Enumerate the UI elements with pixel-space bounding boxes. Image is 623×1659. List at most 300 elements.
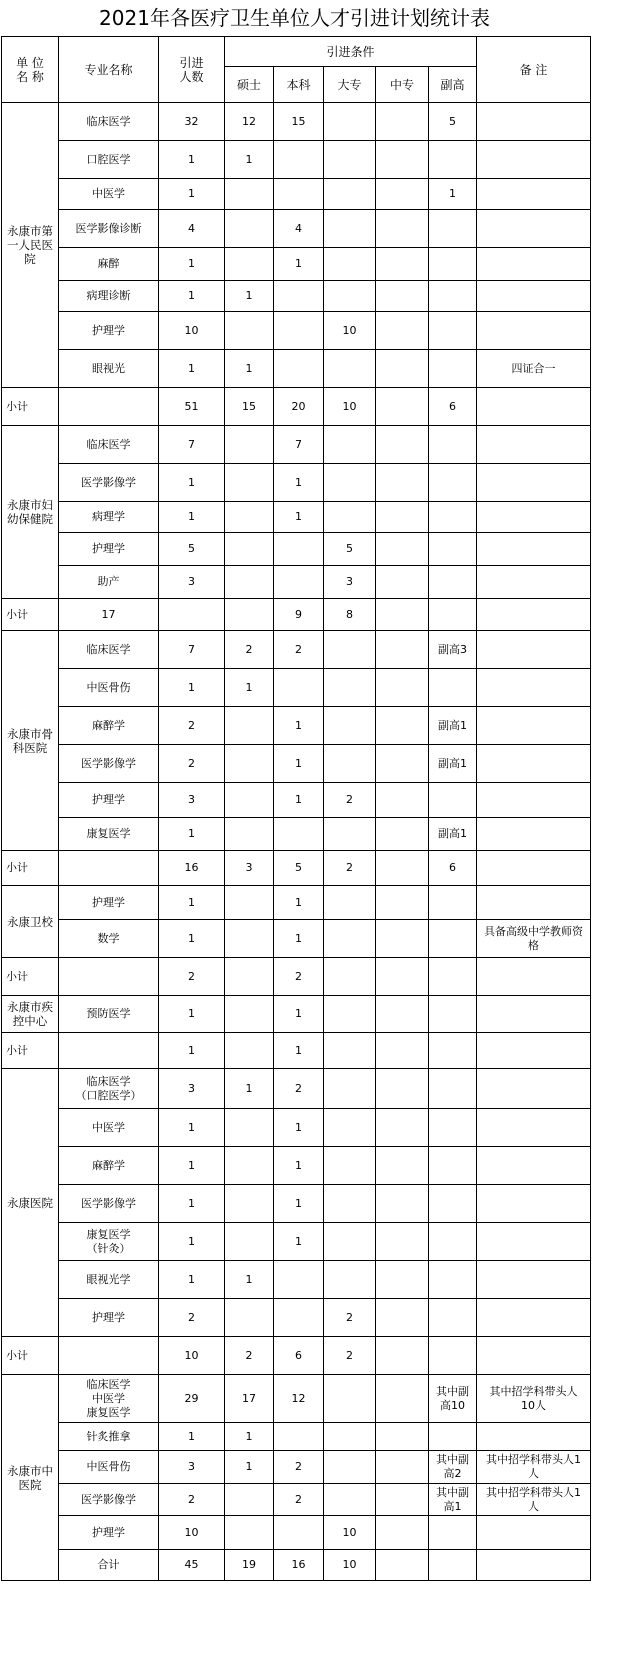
major-cell: 临床医学: [59, 426, 159, 464]
senior-cell: [429, 312, 477, 350]
master-cell: [225, 1484, 274, 1516]
unit-name-cell: 永康市妇 幼保健院: [2, 426, 59, 599]
count-cell: 1: [159, 179, 225, 210]
remark-cell: [477, 669, 591, 707]
subtotal-count-cell: 2: [159, 958, 225, 996]
secondary-cell: [376, 818, 429, 851]
table-row: [2, 1423, 591, 1451]
major-cell: 护理学: [59, 312, 159, 350]
major-cell: 中医学: [59, 1109, 159, 1147]
master-cell: 1: [225, 281, 274, 312]
subtotal-master-cell: [225, 599, 274, 631]
master-cell: 2: [225, 631, 274, 669]
senior-cell: [429, 1185, 477, 1223]
count-cell: 1: [159, 669, 225, 707]
unit-name-cell: 永康市中 医院: [2, 1375, 59, 1581]
college-cell: [324, 1147, 376, 1185]
remark-cell: 四证合一: [477, 350, 591, 388]
master-cell: 17: [225, 1375, 274, 1423]
subtotal-secondary-cell: [376, 958, 429, 996]
secondary-cell: [376, 631, 429, 669]
senior-cell: 其中副 高1: [429, 1484, 477, 1516]
college-cell: [324, 179, 376, 210]
subtotal-secondary-cell: [376, 851, 429, 886]
table-row: [2, 1261, 591, 1299]
subtotal-bachelor-cell: 9: [274, 599, 324, 631]
subtotal-major-cell: [59, 958, 159, 996]
subtotal-count-cell: 51: [159, 388, 225, 426]
count-cell: 2: [159, 1484, 225, 1516]
master-cell: [225, 210, 274, 248]
subtotal-college-cell: [324, 1033, 376, 1069]
college-cell: [324, 996, 376, 1033]
secondary-cell: [376, 248, 429, 281]
secondary-cell: [376, 783, 429, 818]
master-cell: [225, 1299, 274, 1337]
remark-cell: [477, 312, 591, 350]
count-cell: 2: [159, 707, 225, 745]
table-row: [2, 1147, 591, 1185]
remark-cell: [477, 281, 591, 312]
bachelor-cell: 1: [274, 920, 324, 958]
count-cell: 1: [159, 920, 225, 958]
subtotal-label: 小计: [2, 1033, 59, 1069]
subtotal-bachelor-cell: 5: [274, 851, 324, 886]
college-cell: [324, 1484, 376, 1516]
college-cell: 2: [324, 1299, 376, 1337]
unit-name-cell: 永康市疾 控中心: [2, 996, 59, 1033]
senior-cell: [429, 920, 477, 958]
bachelor-cell: [274, 281, 324, 312]
master-cell: 19: [225, 1550, 274, 1581]
college-cell: 5: [324, 533, 376, 566]
subtotal-college-cell: 2: [324, 1337, 376, 1375]
senior-cell: [429, 1516, 477, 1550]
senior-cell: [429, 566, 477, 599]
subtotal-bachelor-cell: 1: [274, 1033, 324, 1069]
bachelor-cell: [274, 312, 324, 350]
secondary-cell: [376, 312, 429, 350]
major-cell: 护理学: [59, 886, 159, 920]
bachelor-cell: [274, 818, 324, 851]
major-cell: 康复医学 （针灸）: [59, 1223, 159, 1261]
college-cell: [324, 631, 376, 669]
subtotal-count-cell: 10: [159, 1337, 225, 1375]
secondary-cell: [376, 1375, 429, 1423]
count-cell: 4: [159, 210, 225, 248]
subtotal-count-cell: 1: [159, 1033, 225, 1069]
remark-cell: [477, 1147, 591, 1185]
bachelor-cell: [274, 1261, 324, 1299]
college-cell: [324, 426, 376, 464]
major-cell: 麻醉学: [59, 707, 159, 745]
college-cell: 2: [324, 783, 376, 818]
unit-name-cell: 永康医院: [2, 1069, 59, 1337]
subtotal-college-cell: [324, 958, 376, 996]
subtotal-row: [2, 851, 591, 886]
header-college: 大专: [324, 67, 376, 103]
secondary-cell: [376, 566, 429, 599]
major-cell: 临床医学 （口腔医学）: [59, 1069, 159, 1109]
count-cell: 7: [159, 631, 225, 669]
college-cell: 10: [324, 1516, 376, 1550]
bachelor-cell: [274, 350, 324, 388]
subtotal-secondary-cell: [376, 388, 429, 426]
secondary-cell: [376, 745, 429, 783]
secondary-cell: [376, 886, 429, 920]
college-cell: [324, 248, 376, 281]
header-conditions: 引进条件: [225, 37, 477, 67]
count-cell: 1: [159, 141, 225, 179]
remark-cell: 具备高级中学教师资 格: [477, 920, 591, 958]
table-row: [2, 745, 591, 783]
remark-cell: [477, 783, 591, 818]
senior-cell: 其中副 高10: [429, 1375, 477, 1423]
count-cell: 1: [159, 1261, 225, 1299]
table-row: [2, 920, 591, 958]
count-cell: 1: [159, 1109, 225, 1147]
count-cell: 10: [159, 1516, 225, 1550]
subtotal-row: [2, 958, 591, 996]
table-row: [2, 312, 591, 350]
remark-cell: [477, 502, 591, 533]
major-cell: 医学影像学: [59, 464, 159, 502]
remark-cell: [477, 179, 591, 210]
secondary-cell: [376, 996, 429, 1033]
subtotal-secondary-cell: [376, 599, 429, 631]
bachelor-cell: 1: [274, 996, 324, 1033]
bachelor-cell: [274, 1299, 324, 1337]
bachelor-cell: 1: [274, 1147, 324, 1185]
senior-cell: [429, 1069, 477, 1109]
college-cell: 10: [324, 1550, 376, 1581]
bachelor-cell: 1: [274, 248, 324, 281]
senior-cell: 1: [429, 179, 477, 210]
major-cell: 麻醉: [59, 248, 159, 281]
bachelor-cell: 4: [274, 210, 324, 248]
senior-cell: [429, 1261, 477, 1299]
senior-cell: [429, 1109, 477, 1147]
header-secondary: 中专: [376, 67, 429, 103]
table-row: [2, 179, 591, 210]
count-cell: 1: [159, 818, 225, 851]
subtotal-major-cell: [59, 851, 159, 886]
senior-cell: 其中副 高2: [429, 1451, 477, 1484]
bachelor-cell: 12: [274, 1375, 324, 1423]
count-cell: 1: [159, 1147, 225, 1185]
subtotal-label: 小计: [2, 388, 59, 426]
secondary-cell: [376, 350, 429, 388]
bachelor-cell: [274, 1423, 324, 1451]
unit-name-cell: 永康市第 一人民医 院: [2, 103, 59, 388]
senior-cell: [429, 1147, 477, 1185]
secondary-cell: [376, 1550, 429, 1581]
subtotal-row: [2, 388, 591, 426]
count-cell: 3: [159, 1069, 225, 1109]
major-cell: 中医学: [59, 179, 159, 210]
bachelor-cell: 1: [274, 464, 324, 502]
major-cell: 口腔医学: [59, 141, 159, 179]
major-cell: 康复医学: [59, 818, 159, 851]
bachelor-cell: [274, 533, 324, 566]
count-cell: 1: [159, 502, 225, 533]
bachelor-cell: 1: [274, 1109, 324, 1147]
college-cell: [324, 1069, 376, 1109]
major-cell: 中医骨伤: [59, 1451, 159, 1484]
count-cell: 7: [159, 426, 225, 464]
major-cell: 数学: [59, 920, 159, 958]
table-row: [2, 1069, 591, 1109]
recruitment-table: [1, 36, 591, 1581]
remark-cell: [477, 1109, 591, 1147]
bachelor-cell: 7: [274, 426, 324, 464]
subtotal-label: 小计: [2, 599, 59, 631]
bachelor-cell: [274, 566, 324, 599]
college-cell: [324, 1223, 376, 1261]
table-row: [2, 1484, 591, 1516]
subtotal-label: 小计: [2, 1337, 59, 1375]
count-cell: 1: [159, 1223, 225, 1261]
senior-cell: [429, 502, 477, 533]
secondary-cell: [376, 1451, 429, 1484]
subtotal-row: [2, 1033, 591, 1069]
header-remark: 备 注: [477, 37, 591, 103]
header-bachelor: 本科: [274, 67, 324, 103]
secondary-cell: [376, 464, 429, 502]
bachelor-cell: 1: [274, 886, 324, 920]
table-row: [2, 1223, 591, 1261]
college-cell: [324, 350, 376, 388]
subtotal-senior-cell: [429, 599, 477, 631]
secondary-cell: [376, 1299, 429, 1337]
secondary-cell: [376, 1484, 429, 1516]
senior-cell: [429, 669, 477, 707]
secondary-cell: [376, 1223, 429, 1261]
remark-cell: [477, 1069, 591, 1109]
master-cell: 12: [225, 103, 274, 141]
senior-cell: [429, 1299, 477, 1337]
college-cell: 3: [324, 566, 376, 599]
table-row: [2, 1550, 591, 1581]
secondary-cell: [376, 141, 429, 179]
table-row: [2, 426, 591, 464]
secondary-cell: [376, 707, 429, 745]
major-cell: 眼视光学: [59, 1261, 159, 1299]
table-row: [2, 533, 591, 566]
remark-cell: [477, 103, 591, 141]
table-row: [2, 707, 591, 745]
bachelor-cell: 1: [274, 1223, 324, 1261]
master-cell: [225, 426, 274, 464]
subtotal-remark-cell: [477, 388, 591, 426]
major-cell: 医学影像学: [59, 1185, 159, 1223]
major-cell: 护理学: [59, 533, 159, 566]
remark-cell: [477, 818, 591, 851]
bachelor-cell: [274, 141, 324, 179]
remark-cell: 其中招学科带头人1 人: [477, 1451, 591, 1484]
subtotal-row: [2, 599, 591, 631]
count-cell: 45: [159, 1550, 225, 1581]
master-cell: [225, 745, 274, 783]
subtotal-remark-cell: [477, 851, 591, 886]
master-cell: [225, 464, 274, 502]
major-cell: 医学影像学: [59, 745, 159, 783]
table-row: [2, 886, 591, 920]
secondary-cell: [376, 533, 429, 566]
master-cell: 1: [225, 1261, 274, 1299]
table-row: [2, 631, 591, 669]
senior-cell: [429, 248, 477, 281]
table-row: [2, 1185, 591, 1223]
table-row: [2, 141, 591, 179]
secondary-cell: [376, 103, 429, 141]
major-cell: 护理学: [59, 1299, 159, 1337]
subtotal-remark-cell: [477, 1337, 591, 1375]
master-cell: [225, 818, 274, 851]
college-cell: [324, 1451, 376, 1484]
major-cell: 护理学: [59, 1516, 159, 1550]
senior-cell: [429, 886, 477, 920]
table-row: [2, 818, 591, 851]
subtotal-master-cell: [225, 958, 274, 996]
college-cell: [324, 141, 376, 179]
remark-cell: [477, 141, 591, 179]
remark-cell: [477, 533, 591, 566]
master-cell: [225, 566, 274, 599]
major-cell: 麻醉学: [59, 1147, 159, 1185]
senior-cell: [429, 1550, 477, 1581]
senior-cell: [429, 996, 477, 1033]
college-cell: [324, 210, 376, 248]
major-cell: 临床医学 中医学 康复医学: [59, 1375, 159, 1423]
table-row: [2, 1451, 591, 1484]
subtotal-label: 小计: [2, 851, 59, 886]
major-cell: 针炙推拿: [59, 1423, 159, 1451]
table-row: [2, 669, 591, 707]
secondary-cell: [376, 1516, 429, 1550]
senior-cell: [429, 1223, 477, 1261]
master-cell: [225, 1109, 274, 1147]
count-cell: 1: [159, 350, 225, 388]
count-cell: 3: [159, 783, 225, 818]
remark-cell: [477, 1423, 591, 1451]
subtotal-major-cell: [59, 1033, 159, 1069]
subtotal-remark-cell: [477, 599, 591, 631]
bachelor-cell: [274, 669, 324, 707]
table-row: [2, 210, 591, 248]
bachelor-cell: 1: [274, 745, 324, 783]
college-cell: [324, 464, 376, 502]
subtotal-major-cell: 17: [59, 599, 159, 631]
bachelor-cell: 1: [274, 707, 324, 745]
remark-cell: [477, 464, 591, 502]
secondary-cell: [376, 426, 429, 464]
subtotal-major-cell: [59, 388, 159, 426]
subtotal-secondary-cell: [376, 1033, 429, 1069]
college-cell: [324, 1375, 376, 1423]
subtotal-major-cell: [59, 1337, 159, 1375]
senior-cell: [429, 210, 477, 248]
table-row: [2, 103, 591, 141]
unit-name-cell: 永康卫校: [2, 886, 59, 958]
senior-cell: [429, 141, 477, 179]
college-cell: 10: [324, 312, 376, 350]
master-cell: [225, 1223, 274, 1261]
remark-cell: [477, 1223, 591, 1261]
count-cell: 1: [159, 1185, 225, 1223]
remark-cell: [477, 1516, 591, 1550]
subtotal-master-cell: 3: [225, 851, 274, 886]
college-cell: [324, 818, 376, 851]
table-row: [2, 783, 591, 818]
count-cell: 1: [159, 248, 225, 281]
subtotal-bachelor-cell: 20: [274, 388, 324, 426]
college-cell: [324, 1261, 376, 1299]
major-cell: 中医骨伤: [59, 669, 159, 707]
bachelor-cell: 2: [274, 1069, 324, 1109]
table-row: [2, 996, 591, 1033]
bachelor-cell: 1: [274, 783, 324, 818]
major-cell: 病理诊断: [59, 281, 159, 312]
major-cell: 病理学: [59, 502, 159, 533]
bachelor-cell: 16: [274, 1550, 324, 1581]
master-cell: [225, 1516, 274, 1550]
subtotal-count-cell: [159, 599, 225, 631]
count-cell: 10: [159, 312, 225, 350]
college-cell: [324, 669, 376, 707]
count-cell: 2: [159, 1299, 225, 1337]
secondary-cell: [376, 1109, 429, 1147]
subtotal-college-cell: 10: [324, 388, 376, 426]
senior-cell: [429, 783, 477, 818]
master-cell: [225, 312, 274, 350]
master-cell: [225, 783, 274, 818]
subtotal-college-cell: 8: [324, 599, 376, 631]
bachelor-cell: 2: [274, 631, 324, 669]
secondary-cell: [376, 669, 429, 707]
bachelor-cell: 1: [274, 1185, 324, 1223]
subtotal-remark-cell: [477, 1033, 591, 1069]
secondary-cell: [376, 1147, 429, 1185]
master-cell: [225, 920, 274, 958]
subtotal-label: 小计: [2, 958, 59, 996]
table-row: [2, 464, 591, 502]
major-cell: 临床医学: [59, 103, 159, 141]
senior-cell: 5: [429, 103, 477, 141]
senior-cell: [429, 533, 477, 566]
count-cell: 29: [159, 1375, 225, 1423]
senior-cell: 副高1: [429, 745, 477, 783]
subtotal-senior-cell: [429, 1033, 477, 1069]
count-cell: 32: [159, 103, 225, 141]
bachelor-cell: 1: [274, 502, 324, 533]
header-master: 硕士: [225, 67, 274, 103]
college-cell: [324, 745, 376, 783]
remark-cell: [477, 1185, 591, 1223]
remark-cell: [477, 210, 591, 248]
bachelor-cell: [274, 1516, 324, 1550]
subtotal-senior-cell: [429, 958, 477, 996]
master-cell: 1: [225, 1451, 274, 1484]
subtotal-master-cell: [225, 1033, 274, 1069]
remark-cell: [477, 1299, 591, 1337]
table-row: [2, 1516, 591, 1550]
senior-cell: 副高1: [429, 818, 477, 851]
senior-cell: [429, 426, 477, 464]
table-row: [2, 502, 591, 533]
table-row: [2, 350, 591, 388]
major-cell: 合计: [59, 1550, 159, 1581]
